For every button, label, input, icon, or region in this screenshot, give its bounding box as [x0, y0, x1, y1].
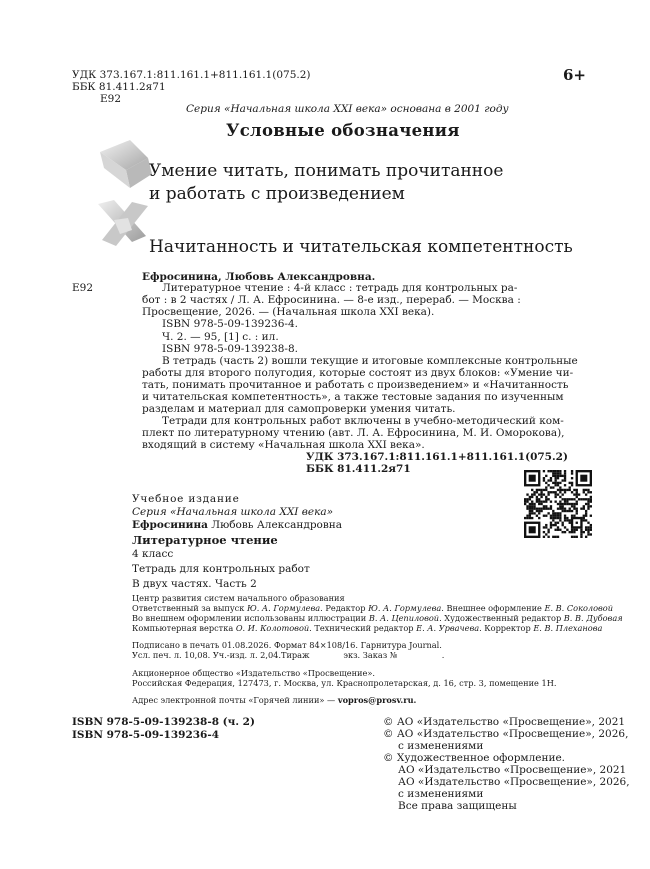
legend-title: Условные обозначения: [226, 121, 460, 140]
email-link[interactable]: vopros@prosv.ru.: [337, 695, 417, 705]
legend-item1-line2: и работать с произведением: [149, 184, 405, 204]
imprint-print-2: Усл. печ. л. 10,08. Уч.-изд. л. 2,04.Тираж экз. Заказ № .: [132, 650, 445, 660]
abstract-line-2: работы для второго полугодия, которые состоят из двух блоков: «Умение чи-: [142, 367, 574, 379]
abstract-line-5: разделам и материал для самопроверки умения читать.: [142, 403, 456, 415]
imprint-parts: В двух частях. Часть 2: [132, 578, 257, 590]
abstract-line-1: В тетрадь (часть 2) вошли текущие и итоговые комплексные контрольные: [162, 355, 578, 367]
catalog-author: Ефросинина, Любовь Александровна.: [142, 271, 376, 283]
copyright-2: © АО «Издательство «Просвещение», 2026,: [383, 728, 629, 740]
catalog-bbk: ББК 81.411.2я71: [306, 463, 411, 475]
bbk-top: ББК 81.411.2я71: [72, 81, 166, 93]
udk-top: УДК 373.167.1:811.161.1+811.161.1(075.2): [72, 69, 311, 81]
catalog-desc-1: Литературное чтение : 4-й класс : тетрадь для контрольных ра-: [162, 282, 518, 294]
imprint-grade: 4 класс: [132, 548, 174, 560]
isbn-set: ISBN 978-5-09-139236-4: [72, 729, 220, 741]
copyright-3: © Художественное оформление.: [383, 752, 566, 764]
copyright-1: © АО «Издательство «Просвещение», 2021: [383, 716, 626, 728]
legend-item1-line1: Умение читать, понимать прочитанное: [149, 161, 504, 181]
catalog-desc-2: бот : в 2 частях / Л. А. Ефросинина. — 8-е изд., перераб. — Москва :: [142, 294, 521, 306]
abstract2-line-3: входящий в систему «Начальная школа XXI века».: [142, 439, 425, 451]
imprint-email-line: Адрес электронной почты «Горячей линии» — vopros@prosv.ru.: [132, 695, 417, 705]
catalog-desc-3: Просвещение, 2026. — (Начальная школа XXI века).: [142, 306, 435, 318]
imprint-author: Ефросинина Любовь Александровна: [132, 519, 343, 531]
imprint-responsible: Ответственный за выпуск Ю. А. Гормулева. Редактор Ю. А. Гормулева. Внешнее оформление Е. В. Соколовой: [132, 603, 613, 613]
copyright-3a: АО «Издательство «Просвещение», 2021: [398, 764, 627, 776]
code-top: Е92: [100, 93, 122, 105]
age-rating: 6+: [563, 66, 587, 84]
copyright-2b: с изменениями: [398, 740, 484, 752]
imprint-title: Литературное чтение: [132, 533, 278, 547]
abstract-line-3: тать, понимать прочитанное и работать с произведением» и «Начитанность: [142, 379, 569, 391]
imprint-publisher-1: Акционерное общество «Издательство «Просвещение».: [132, 668, 375, 678]
abstract2-line-2: плект по литературному чтению (авт. Л. А. Ефросинина, М. И. Оморокова),: [142, 427, 565, 439]
imprint-print-1: Подписано в печать 01.08.2026. Формат 84×108/16. Гарнитура Journal.: [132, 640, 442, 650]
catalog-code: Е92: [72, 282, 94, 294]
imprint-illustrations: Во внешнем оформлении использованы иллюстрации В. А. Цепиловой. Художественный редактор В. В. Дубовая: [132, 613, 623, 623]
catalog-part: Ч. 2. — 95, [1] с. : ил.: [162, 331, 279, 343]
isbn-part2: ISBN 978-5-09-139238-8 (ч. 2): [72, 716, 255, 728]
copyright-3c: с изменениями: [398, 788, 484, 800]
abstract-line-4: и читательская компетентность», а также тестовые задания по изученным: [142, 391, 564, 403]
imprint-subtitle: Тетрадь для контрольных работ: [132, 563, 310, 575]
abstract2-line-1: Тетради для контрольных работ включены в учебно-методический ком-: [162, 415, 564, 427]
series-note: Серия «Начальная школа XXI века» основана в 2001 году: [186, 103, 509, 115]
all-rights: Все права защищены: [398, 800, 517, 812]
qr-code-icon: [524, 470, 592, 538]
copyright-3b: АО «Издательство «Просвещение», 2026,: [398, 776, 630, 788]
edition-type: Учебное издание: [132, 493, 240, 505]
imprint-publisher-2: Российская Федерация, 127473, г. Москва, ул. Краснопролетарская, д. 16, стр. 3, помещение 1Н.: [132, 678, 557, 688]
imprint-series: Серия «Начальная школа XXI века»: [132, 506, 334, 518]
catalog-isbn1: ISBN 978-5-09-139236-4.: [162, 318, 298, 330]
crossed-books-icon: [92, 196, 156, 256]
catalog-udk: УДК 373.167.1:811.161.1+811.161.1(075.2): [306, 451, 568, 463]
imprint-center: Центр развития систем начального образования: [132, 593, 345, 603]
catalog-isbn2: ISBN 978-5-09-139238-8.: [162, 343, 298, 355]
legend-item2: Начитанность и читательская компетентность: [149, 237, 573, 257]
imprint-layout: Компьютерная верстка О. И. Колотовой. Технический редактор Е. А. Урвачева. Корректор Е. В. Плеханова: [132, 623, 603, 633]
